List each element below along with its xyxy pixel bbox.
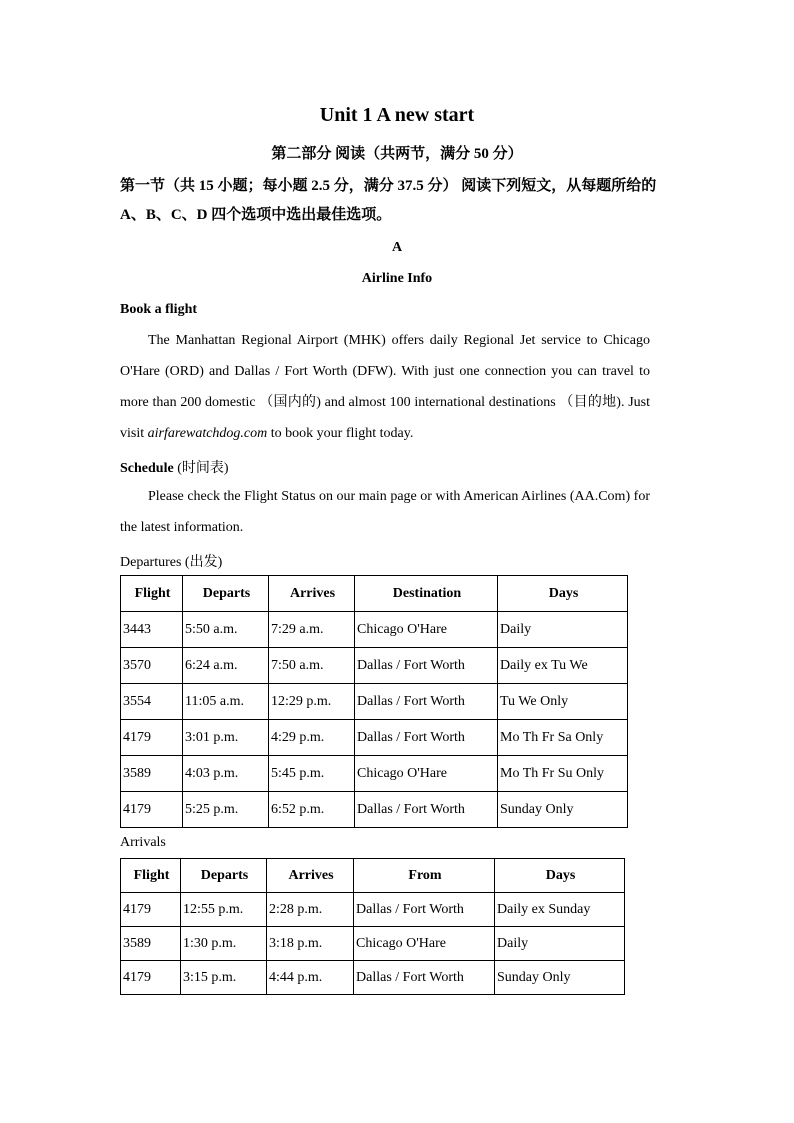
- column-header: Flight: [121, 859, 181, 893]
- table-row: [121, 792, 628, 828]
- arrivals-label: Arrivals: [120, 835, 166, 850]
- schedule-heading-text: Schedule: [120, 461, 174, 476]
- table-cell: Chicago O'Hare: [354, 927, 495, 961]
- website-link[interactable]: airfarewatchdog.com: [147, 426, 268, 441]
- table-cell: 4179: [121, 893, 181, 927]
- table-row: [121, 648, 628, 684]
- table-cell: 7:29 a.m.: [269, 612, 355, 648]
- table-cell: Daily ex Sunday: [495, 893, 625, 927]
- table-cell: 4179: [121, 792, 183, 828]
- schedule-heading-cn: (时间表): [173, 461, 229, 476]
- table-cell: 3:15 p.m.: [181, 961, 267, 995]
- table-cell: Chicago O'Hare: [355, 612, 498, 648]
- column-header: Flight: [121, 576, 183, 612]
- table-cell: 2:28 p.m.: [267, 893, 354, 927]
- table-cell: 4179: [121, 961, 181, 995]
- table-cell: 3:18 p.m.: [267, 927, 354, 961]
- table-cell: Daily: [495, 927, 625, 961]
- table-cell: 3589: [121, 756, 183, 792]
- column-header: Departs: [181, 859, 267, 893]
- column-header: Days: [495, 859, 625, 893]
- book-paragraph: [120, 325, 650, 449]
- table-cell: 5:50 a.m.: [183, 612, 269, 648]
- table-cell: 11:05 a.m.: [183, 684, 269, 720]
- section-subtitle: 第二部分 阅读（共两节，满分 50 分）: [271, 146, 523, 162]
- passage-title: Airline Info: [361, 271, 433, 286]
- column-header: Arrives: [269, 576, 355, 612]
- schedule-paragraph: [120, 481, 650, 543]
- table-cell: Tu We Only: [498, 684, 628, 720]
- table-row: [121, 684, 628, 720]
- table-cell: 6:52 p.m.: [269, 792, 355, 828]
- table-cell: 4:44 p.m.: [267, 961, 354, 995]
- table-cell: Dallas / Fort Worth: [355, 648, 498, 684]
- table-row: [121, 612, 628, 648]
- table-cell: Dallas / Fort Worth: [355, 684, 498, 720]
- table-cell: 12:55 p.m.: [181, 893, 267, 927]
- table-cell: 4:03 p.m.: [183, 756, 269, 792]
- table-cell: 4179: [121, 720, 183, 756]
- table-cell: Sunday Only: [495, 961, 625, 995]
- table-cell: Dallas / Fort Worth: [354, 961, 495, 995]
- schedule-heading: [120, 457, 229, 477]
- schedule-text: Please check the Flight Status on our main page or with American Airlines (AA.Com) for the latest information.: [120, 489, 650, 535]
- table-cell: Chicago O'Hare: [355, 756, 498, 792]
- instructions: 第一节（共 15 小题；每小题 2.5 分，满分 37.5 分） 阅读下列短文，从每题所给的 A、B、C、D 四个选项中选出最佳选项。: [120, 178, 657, 223]
- column-header: Arrives: [267, 859, 354, 893]
- table-cell: Dallas / Fort Worth: [354, 893, 495, 927]
- column-header: Days: [498, 576, 628, 612]
- table-cell: Mo Th Fr Sa Only: [498, 720, 628, 756]
- table-cell: 3443: [121, 612, 183, 648]
- book-text: The Manhattan Regional Airport (MHK) offers daily Regional Jet service to Chicago O'Hare (ORD) and Dallas / Fort Worth (DFW). With just one connection you can travel to more than 200 domestic （国内的) and almost 100 international destinations （目的地). Just visit: [120, 333, 650, 441]
- table-cell: Sunday Only: [498, 792, 628, 828]
- table-row: [121, 961, 625, 995]
- column-header: From: [354, 859, 495, 893]
- table-cell: 3554: [121, 684, 183, 720]
- table-cell: 3570: [121, 648, 183, 684]
- passage-letter: A: [391, 240, 403, 255]
- arrivals-table: [120, 858, 625, 995]
- table-cell: 5:45 p.m.: [269, 756, 355, 792]
- table-row: [121, 756, 628, 792]
- page-title: Unit 1 A new start: [319, 104, 475, 126]
- table-row: [121, 720, 628, 756]
- table-cell: 5:25 p.m.: [183, 792, 269, 828]
- column-header: Destination: [355, 576, 498, 612]
- table-cell: 3589: [121, 927, 181, 961]
- table-cell: Dallas / Fort Worth: [355, 792, 498, 828]
- column-header: Departs: [183, 576, 269, 612]
- departures-label: Departures (出发): [120, 555, 223, 570]
- table-cell: 12:29 p.m.: [269, 684, 355, 720]
- table-cell: Daily: [498, 612, 628, 648]
- table-cell: 4:29 p.m.: [269, 720, 355, 756]
- table-cell: Dallas / Fort Worth: [355, 720, 498, 756]
- table-cell: Mo Th Fr Su Only: [498, 756, 628, 792]
- table-header-row: [121, 859, 625, 893]
- departures-table: [120, 575, 628, 828]
- table-cell: 7:50 a.m.: [269, 648, 355, 684]
- table-cell: 6:24 a.m.: [183, 648, 269, 684]
- table-row: [121, 927, 625, 961]
- table-cell: 1:30 p.m.: [181, 927, 267, 961]
- table-header-row: [121, 576, 628, 612]
- table-row: [121, 893, 625, 927]
- table-cell: Daily ex Tu We: [498, 648, 628, 684]
- table-cell: 3:01 p.m.: [183, 720, 269, 756]
- book-text-end: to book your flight today.: [267, 426, 414, 441]
- book-heading: Book a flight: [120, 302, 198, 317]
